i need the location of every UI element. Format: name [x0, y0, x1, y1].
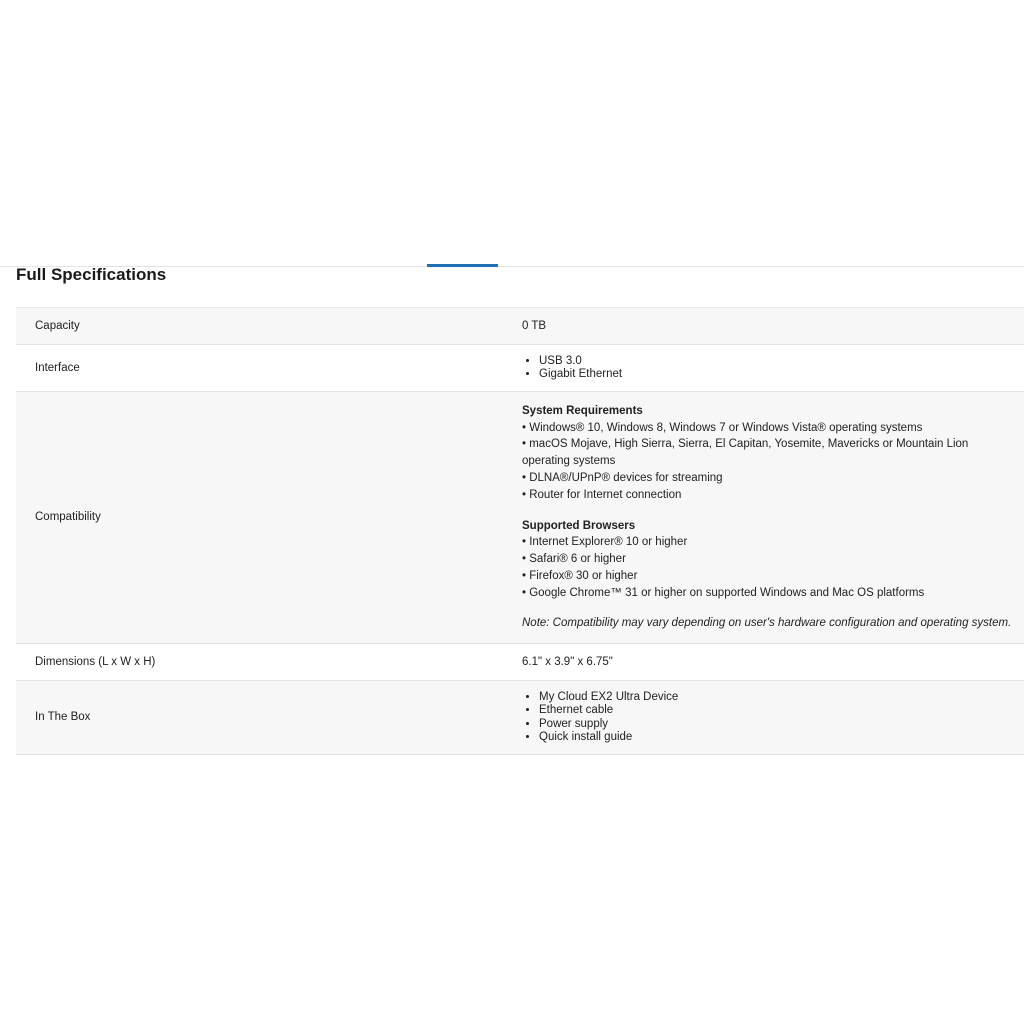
list-item: • Google Chrome™ 31 or higher on supported Windows and Mac OS platforms	[522, 586, 925, 599]
list-item: • macOS Mojave, High Sierra, Sierra, El Capitan, Yosemite, Mavericks or Mountain Lion operating systems	[522, 438, 969, 468]
spec-value-dimensions: 6.1" x 3.9" x 6.75"	[522, 655, 613, 668]
list-item: • USB 3.0	[539, 355, 1016, 369]
spec-row-interface	[16, 345, 1024, 392]
list-item: • DLNA®/UPnP® devices for streaming	[522, 471, 723, 484]
list-item: • Firefox® 30 or higher	[522, 569, 638, 582]
spec-table	[16, 307, 1024, 755]
spec-value-capacity: 0 TB	[522, 319, 547, 332]
spec-label-interface: Interface	[35, 361, 80, 374]
list-item: • Gigabit Ethernet	[539, 368, 1016, 382]
list-item: • Router for Internet connection	[522, 488, 682, 501]
list-item: • Internet Explorer® 10 or higher	[522, 536, 688, 549]
list-item: • Windows® 10, Windows 8, Windows 7 or Windows Vista® operating systems	[522, 421, 923, 434]
list-item: • Quick install guide	[539, 731, 1016, 745]
spec-label-dimensions: Dimensions (L x W x H)	[35, 655, 156, 668]
in-the-box-list	[522, 691, 1016, 745]
interface-list	[522, 355, 1016, 382]
supported-browsers-heading: Supported Browsers	[522, 519, 636, 532]
spec-value-compatibility	[522, 403, 1024, 633]
list-item: • Safari® 6 or higher	[522, 553, 626, 566]
spec-value-in-the-box	[522, 691, 1024, 745]
system-requirements-heading: System Requirements	[522, 404, 643, 417]
spec-row-in-the-box	[16, 681, 1024, 755]
spec-row-compatibility	[16, 392, 1024, 644]
spec-row-capacity	[16, 308, 1024, 345]
spec-label-compatibility: Compatibility	[35, 511, 101, 524]
list-item: • Power supply	[539, 718, 1016, 732]
spec-row-dimensions	[16, 644, 1024, 681]
active-tab-indicator	[427, 264, 498, 267]
list-item: • My Cloud EX2 Ultra Device	[539, 691, 1016, 705]
spec-label-capacity: Capacity	[35, 319, 80, 332]
list-item: • Ethernet cable	[539, 704, 1016, 718]
spec-value-interface	[522, 355, 1024, 382]
section-title: Full Specifications	[16, 265, 167, 284]
spec-label-in-the-box: In The Box	[35, 711, 91, 724]
compatibility-note: Note: Compatibility may vary depending on user's hardware configuration and operating system.	[522, 617, 1012, 630]
